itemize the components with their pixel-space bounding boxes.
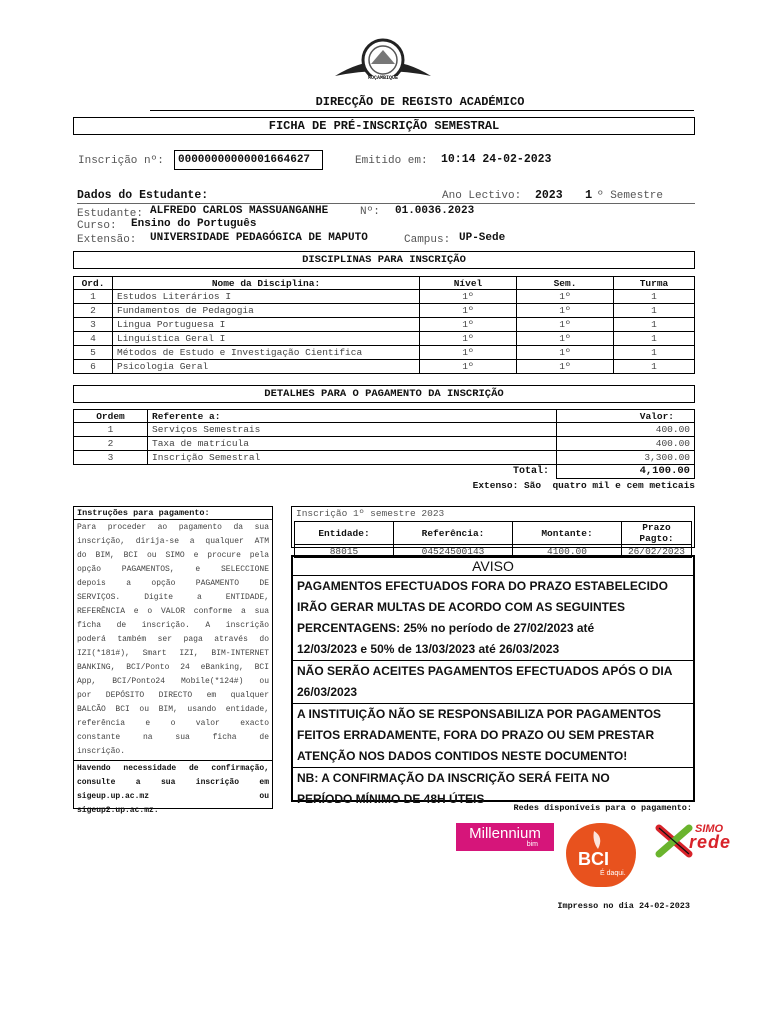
table-cell: 6 xyxy=(74,360,113,374)
year-label: Ano Lectivo: xyxy=(442,190,522,202)
table-cell: 400.00 xyxy=(557,423,695,437)
table-row xyxy=(74,304,695,318)
table-cell: 3 xyxy=(74,318,113,332)
table-cell: 4 xyxy=(74,332,113,346)
extension-label: Extensão: xyxy=(77,234,137,246)
reference-box xyxy=(291,506,695,557)
instruction-line: poderá também ser paga através do xyxy=(77,635,269,644)
instructions-text xyxy=(74,520,272,760)
table-row xyxy=(74,451,695,465)
aviso-title: AVISO xyxy=(293,557,693,576)
table-cell: 1º xyxy=(517,360,614,374)
campus-value: UP-Sede xyxy=(459,232,506,244)
table-row xyxy=(74,290,695,304)
simo-text: SIMO xyxy=(695,823,724,835)
aviso-block xyxy=(293,704,693,768)
table-cell: 2 xyxy=(74,304,113,318)
table-cell: 1 xyxy=(74,423,148,437)
student-divider xyxy=(77,203,695,204)
table-cell: 5 xyxy=(74,346,113,360)
table-row xyxy=(74,332,695,346)
form-title-box: FICHA DE PRÉ-INSCRIÇÃO SEMESTRAL xyxy=(73,117,695,135)
instruction-line: do BIM, BCI ou SIMO e procure pela xyxy=(77,551,269,560)
table-cell: 1 xyxy=(614,346,695,360)
course-value: Ensino do Português xyxy=(131,218,257,230)
millennium-sub: bim xyxy=(526,841,538,848)
aviso-line: NB: A CONFIRMAÇÃO DA INSCRIÇÃO SERÁ FEITA NO xyxy=(297,771,610,785)
col-ord: Ord. xyxy=(74,277,113,290)
instruction-line: ficha de inscrição. A inscrição xyxy=(77,621,269,630)
instruction-line: por DEPÓSITO DIRECTO em qualquer xyxy=(77,691,269,700)
instruction-line: IZI(*181#), Smart IZI, BIM-INTERNET xyxy=(77,649,269,658)
aviso-block xyxy=(293,661,693,704)
campus-label: Campus: xyxy=(404,234,451,246)
col-valor: Valor: xyxy=(557,410,695,423)
table-row xyxy=(74,423,695,437)
table-cell: 2 xyxy=(74,437,148,451)
student-num: 01.0036.2023 xyxy=(395,205,475,217)
confirmation-text xyxy=(74,760,272,819)
student-section-label: Dados do Estudante: xyxy=(77,189,209,202)
instruction-line: REFERÊNCIA e o VALOR conforme a sua xyxy=(77,607,269,616)
confirmation-line: Havendo necessidade de confirmação, xyxy=(77,764,269,773)
table-cell: 1º xyxy=(517,290,614,304)
table-cell: 1º xyxy=(420,360,517,374)
table-cell: Serviços Semestrais xyxy=(148,423,557,437)
table-cell: 1 xyxy=(614,290,695,304)
total-label: Total: xyxy=(513,466,550,477)
aviso-content xyxy=(293,576,693,810)
semester-label: º Semestre xyxy=(597,190,664,202)
aviso-line: FEITOS ERRADAMENTE, FORA DO PRAZO OU SEM PRESTAR xyxy=(297,728,655,742)
table-cell: 1 xyxy=(614,304,695,318)
aviso-line: PERCENTAGENS: 25% no período de 27/02/2023 até xyxy=(297,621,595,635)
millennium-bim-logo xyxy=(456,823,554,851)
student-num-label: Nº: xyxy=(360,206,380,218)
year-value: 2023 xyxy=(535,189,563,202)
aviso-line: 12/03/2023 e 50% de 13/03/2023 até 26/03/2023 xyxy=(297,642,560,656)
table-cell: Inscrição Semestral xyxy=(148,451,557,465)
instruction-line: SERVIÇOS. Digite a ENTIDADE, xyxy=(77,593,269,602)
aviso-line: PAGAMENTOS EFECTUADOS FORA DO PRAZO ESTABELECIDO xyxy=(297,579,668,593)
issued-value: 10:14 24-02-2023 xyxy=(441,153,552,166)
confirmation-line: consulte a sua inscrição em xyxy=(77,778,269,787)
instruction-line: inscrição, dirija-se a qualquer ATM xyxy=(77,537,269,546)
aviso-line: NÃO SERÃO ACEITES PAGAMENTOS EFECTUADOS APÓS O DIA xyxy=(297,664,673,678)
table-cell: 3 xyxy=(74,451,148,465)
col-level: Nível xyxy=(420,277,517,290)
aviso-line: IRÃO GERAR MULTAS DE ACORDO COM AS SEGUINTES xyxy=(297,600,626,614)
table-cell: Métodos de Estudo e Investigação Cientifica xyxy=(113,346,420,360)
col-turma: Turma xyxy=(614,277,695,290)
table-cell: 1º xyxy=(517,318,614,332)
course-label: Curso: xyxy=(77,220,117,232)
reference-value: 04524500143 xyxy=(394,545,513,558)
table-cell: 1º xyxy=(420,332,517,346)
issued-label: Emitido em: xyxy=(355,155,428,167)
instruction-line: BANKING, BCI/Ponto 24 eBanking, BCI xyxy=(77,663,269,672)
col-referente: Referente a: xyxy=(148,410,557,423)
instructions-title: Instruções para pagamento: xyxy=(74,507,272,520)
bci-slogan: É daqui. xyxy=(600,870,626,877)
aviso-line: 26/03/2023 xyxy=(297,685,358,699)
confirmation-line: sigeup.up.ac.mz ou xyxy=(77,792,269,801)
simo-rede-logo xyxy=(655,822,747,862)
aviso-line: ATENÇÃO NOS DADOS CONTIDOS NESTE DOCUMENTO! xyxy=(297,749,628,763)
deadline-header: Prazo Pagto: xyxy=(622,522,692,545)
instruction-line: depois a opção PAGAMENTO DE xyxy=(77,579,269,588)
table-cell: 3,300.00 xyxy=(557,451,695,465)
table-cell: 1º xyxy=(517,346,614,360)
bci-text: BCI xyxy=(578,849,609,869)
col-ordem: Ordem xyxy=(74,410,148,423)
reference-caption: Inscrição 1º semestre 2023 xyxy=(296,508,445,519)
aviso-line: PERÍODO MÍNIMO DE 48H ÚTEIS xyxy=(297,792,485,806)
col-name: Nome da Disciplina: xyxy=(113,277,420,290)
inscription-number: 00000000000001664627 xyxy=(174,150,323,170)
table-cell: Fundamentos de Pedagogia xyxy=(113,304,420,318)
instruction-line: opção PAGAMENTOS, e SELECCIONE xyxy=(77,565,269,574)
total-value: 4,100.00 xyxy=(556,464,695,479)
disciplines-table xyxy=(73,276,695,374)
payment-title: DETALHES PARA O PAGAMENTO DA INSCRIÇÃO xyxy=(73,385,695,403)
entity-value: 88015 xyxy=(295,545,394,558)
table-cell: 1 xyxy=(614,360,695,374)
table-cell: Lingua Portuguesa I xyxy=(113,318,420,332)
bci-logo xyxy=(566,823,636,887)
table-cell: 1º xyxy=(420,304,517,318)
reference-table xyxy=(294,521,692,558)
table-cell: 1 xyxy=(614,318,695,332)
instruction-line: App, BCI/Ponto24 Mobile(*124#) ou xyxy=(77,677,269,686)
networks-label: Redes disponíveis para o pagamento: xyxy=(513,803,692,813)
table-row xyxy=(74,437,695,451)
instructions-box xyxy=(73,506,273,815)
table-cell: Estudos Literários I xyxy=(113,290,420,304)
table-row xyxy=(74,360,695,374)
table-cell: 1º xyxy=(517,304,614,318)
aviso-box xyxy=(291,555,695,806)
table-row xyxy=(74,346,695,360)
millennium-text: Millennium xyxy=(469,825,541,842)
disciplines-title: DISCIPLINAS PARA INSCRIÇÃO xyxy=(73,251,695,269)
table-cell: 1º xyxy=(517,332,614,346)
extension-value: UNIVERSIDADE PEDAGÓGICA DE MAPUTO xyxy=(150,232,368,244)
table-cell: 1º xyxy=(420,346,517,360)
instruction-line: constante na sua ficha de xyxy=(77,733,269,742)
reference-header: Referência: xyxy=(394,522,513,545)
deadline-value: 26/02/2023 xyxy=(622,545,692,558)
table-cell: 1º xyxy=(420,290,517,304)
instruction-line: inscrição. xyxy=(77,747,126,756)
table-cell: 1 xyxy=(74,290,113,304)
instruction-line: referência e o valor exacto xyxy=(77,719,269,728)
printed-date: Impresso no dia 24-02-2023 xyxy=(557,901,690,911)
table-cell: Linguística Geral I xyxy=(113,332,420,346)
title-divider xyxy=(150,110,694,111)
amount-in-words: Extenso: São quatro mil e cem meticais xyxy=(472,480,695,491)
logo-text: MOÇAMBIQUE xyxy=(367,75,398,81)
aviso-block xyxy=(293,576,693,661)
rede-text: rede xyxy=(689,832,732,852)
semester-value: 1 xyxy=(585,188,593,202)
instruction-line: Para proceder ao pagamento da sua xyxy=(77,523,269,532)
entity-header: Entidade: xyxy=(295,522,394,545)
amount-header: Montante: xyxy=(513,522,622,545)
student-name: ALFREDO CARLOS MASSUANGANHE xyxy=(150,205,329,217)
payment-table xyxy=(73,409,695,465)
inscription-label: Inscrição nº: xyxy=(78,155,164,167)
table-cell: Taxa de matrícula xyxy=(148,437,557,451)
instruction-line: BALCÃO BCI ou BIM, usando entidade, xyxy=(77,705,269,714)
table-cell: Psicologia Geral xyxy=(113,360,420,374)
table-cell: 1 xyxy=(614,332,695,346)
col-sem: Sem. xyxy=(517,277,614,290)
table-row xyxy=(74,318,695,332)
confirmation-line: sigeup2.up.ac.mz. xyxy=(77,806,159,815)
table-cell: 1º xyxy=(420,318,517,332)
student-name-label: Estudante: xyxy=(77,208,144,220)
page-title: DIRECÇÃO DE REGISTO ACADÉMICO xyxy=(315,95,525,109)
university-seal-logo xyxy=(333,36,433,86)
amount-value: 4100.00 xyxy=(513,545,622,558)
table-cell: 400.00 xyxy=(557,437,695,451)
aviso-line: A INSTITUIÇÃO NÃO SE RESPONSABILIZA POR PAGAMENTOS xyxy=(297,707,662,721)
